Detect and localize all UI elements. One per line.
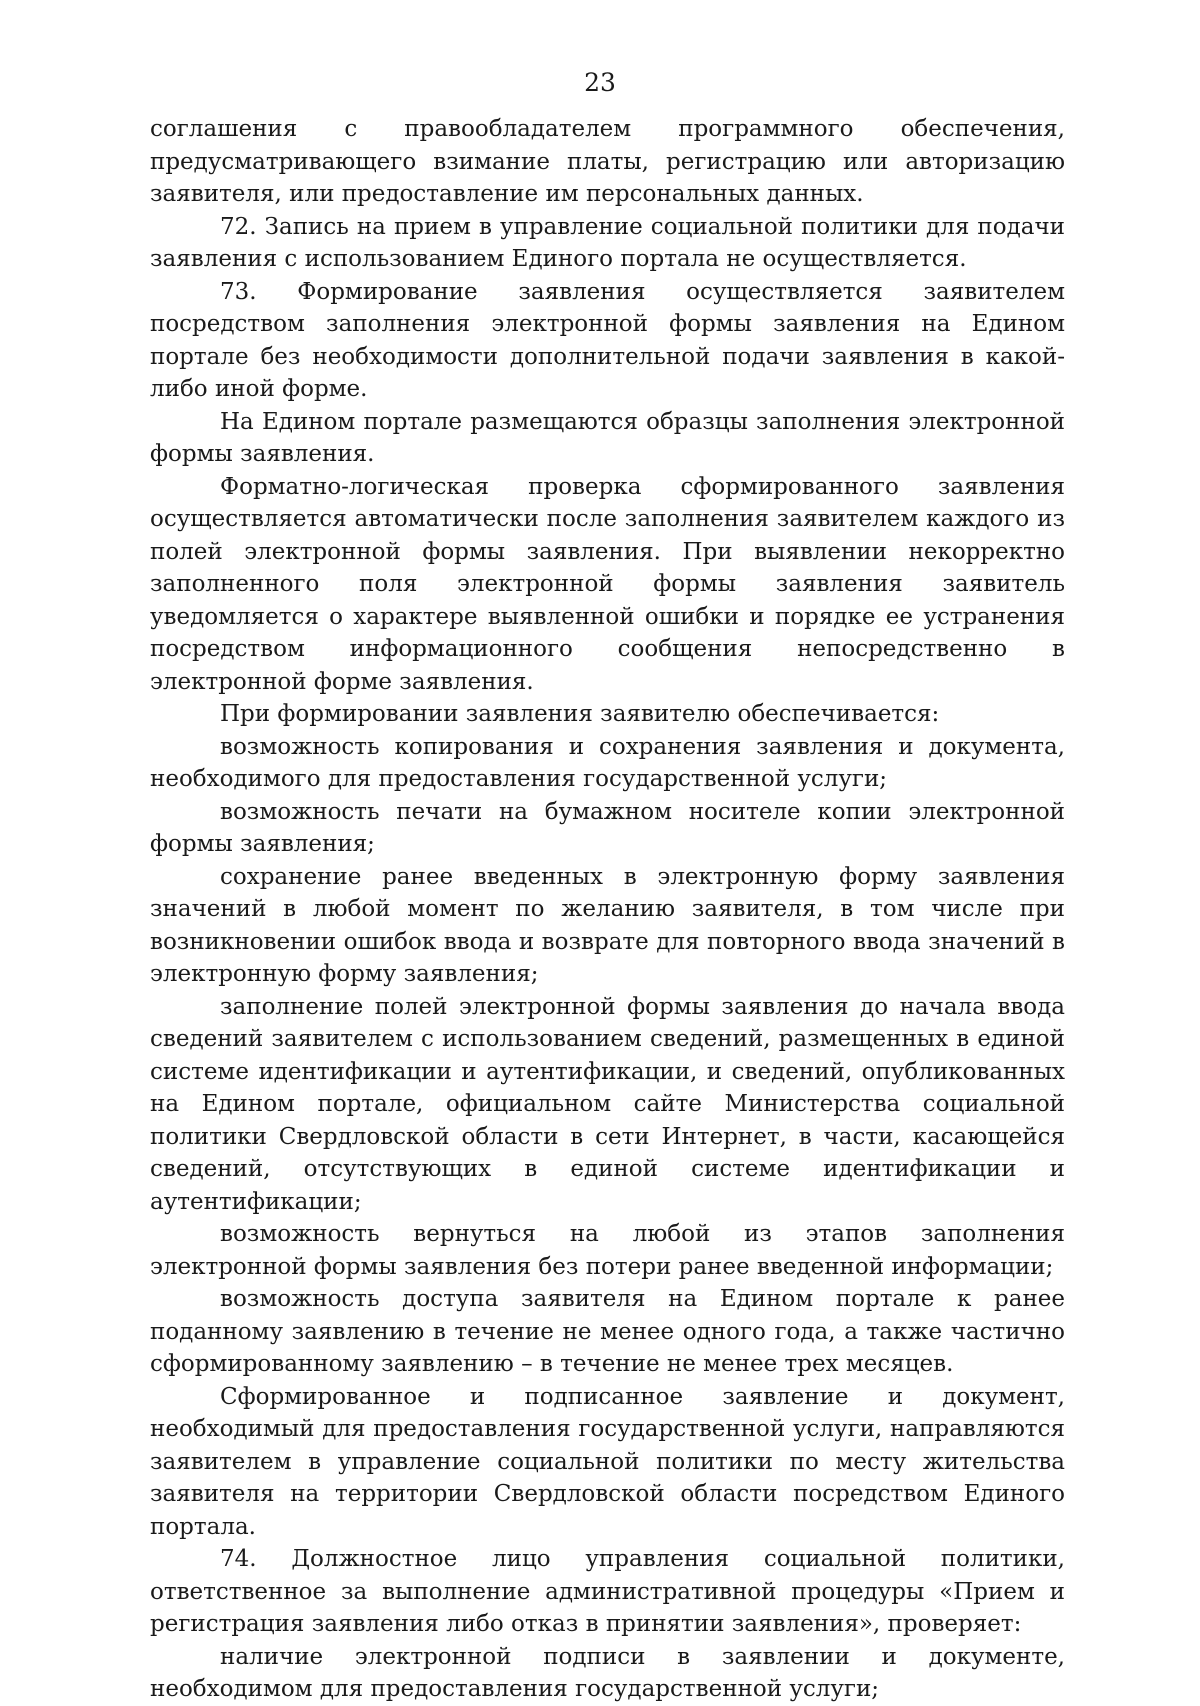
page-number: 23 bbox=[584, 68, 616, 97]
list-item-print: возможность печати на бумажном носителе копии электронной формы заявления; bbox=[150, 798, 1065, 857]
document-body bbox=[150, 113, 1065, 1706]
paragraph-provided-intro: При формировании заявления заявителю обеспечивается: bbox=[220, 701, 940, 727]
paragraph-74: 74. Должностное лицо управления социальной политики, ответственное за выполнение административной процедуры «Прием и регистрация заявления либо отказ в принятии заявления», проверяет: bbox=[150, 1546, 1065, 1637]
paragraph-73: 73. Формирование заявления осуществляется заявителем посредством заполнения электронной формы заявления на Едином портале без необходимости дополнительной подачи заявления в какой-либо иной форме. bbox=[150, 278, 1065, 402]
list-item-signature: наличие электронной подписи в заявлении и документе, необходимом для предоставления государственной услуги; bbox=[150, 1643, 1065, 1702]
paragraph-72: 72. Запись на прием в управление социальной политики для подачи заявления с использованием Единого портала не осуществляется. bbox=[150, 213, 1065, 272]
paragraph-format-check: Форматно-логическая проверка сформированного заявления осуществляется автоматически после заполнения заявителем каждого из полей электронной формы заявления. При выявлении некорректно заполненного поля электронной формы заявления заявитель уведомляется о характере выявленной ошибки и порядке ее устранения посредством информационного сообщения непосредственно в электронной форме заявления. bbox=[150, 473, 1065, 695]
list-item-autofill: заполнение полей электронной формы заявления до начала ввода сведений заявителем с использованием сведений, размещенных в единой системе идентификации и аутентификации, и сведений, опубликованных на Едином портале, официальном сайте Министерства социальной политики Свердловской области в сети Интернет, в части, касающейся сведений, отсутствующих в единой системе идентификации и аутентификации; bbox=[150, 993, 1065, 1215]
paragraph-samples: На Едином портале размещаются образцы заполнения электронной формы заявления. bbox=[150, 408, 1065, 467]
list-item-access: возможность доступа заявителя на Едином портале к ранее поданному заявлению в течение не менее одного года, а также частично сформированному заявлению – в течение не менее трех месяцев. bbox=[150, 1286, 1065, 1377]
list-item-copy-save: возможность копирования и сохранения заявления и документа, необходимого для предоставления государственной услуги; bbox=[150, 733, 1065, 792]
paragraph-continuation: соглашения с правообладателем программного обеспечения, предусматривающего взимание платы, регистрацию или авторизацию заявителя, или предоставление им персональных данных. bbox=[150, 116, 1065, 207]
paragraph-submission: Сформированное и подписанное заявление и документ, необходимый для предоставления государственной услуги, направляются заявителем в управление социальной политики по месту жительства заявителя на территории Свердловской области посредством Единого портала. bbox=[150, 1383, 1065, 1540]
list-item-save-values: сохранение ранее введенных в электронную форму заявления значений в любой момент по желанию заявителя, в том числе при возникновении ошибок ввода и возврате для повторного ввода значений в электронную форму заявления; bbox=[150, 863, 1065, 987]
list-item-return-step: возможность вернуться на любой из этапов заполнения электронной формы заявления без потери ранее введенной информации; bbox=[150, 1221, 1065, 1280]
